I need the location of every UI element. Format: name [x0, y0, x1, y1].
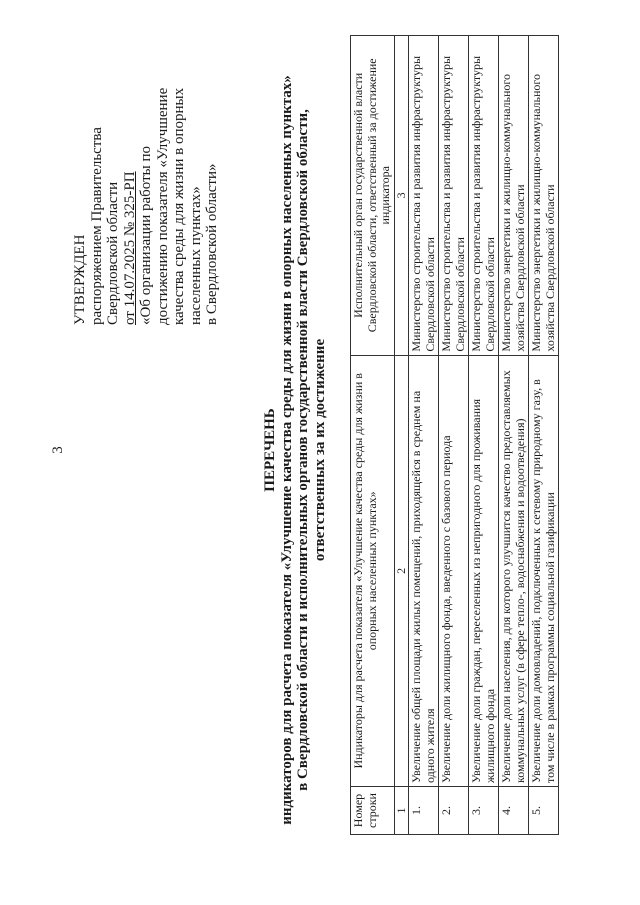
approval-line: распоряжением Правительства: [88, 127, 105, 325]
indicator-cell: Увеличение доли жилищного фонда, введенного с базового периода: [439, 355, 469, 786]
table-header-row: [351, 36, 395, 835]
row-number: 4.: [499, 787, 529, 835]
approval-line: в Свердловской области»: [204, 163, 220, 325]
table-row: [409, 36, 439, 835]
approval-line: Свердловской области: [105, 181, 121, 325]
indicator-cell: Увеличение доли населения, для которого улучшится качество предоставляемых коммунальных услуг (в сфере тепло-, водоснабжения и водоотведения): [499, 355, 529, 786]
approval-line: населенных пунктах»: [187, 186, 204, 325]
approval-line: «Об организации работы по: [138, 146, 154, 325]
column-number: 3: [394, 36, 409, 356]
agency-cell: Министерство строительства и развития инфраструктуры Свердловской области: [409, 36, 439, 356]
row-number: 1.: [409, 787, 439, 835]
table-row: [499, 36, 529, 835]
column-header-indicator: Индикаторы для расчета показателя «Улучшение качества среды для жизни в опорных населенных пунктах»: [351, 355, 395, 786]
title-line: ответственных за их достижение: [311, 338, 328, 562]
column-header-agency: Исполнительный орган государственной власти Свердловской области, ответственный за достижение индикатора: [351, 36, 395, 356]
approval-line: достижению показателя «Улучшение: [154, 87, 171, 325]
indicator-cell: Увеличение доли домовладений, подключенных к сетевому природному газу, в том числе в рамках программы социальной газификации: [529, 355, 559, 786]
row-number: 5.: [529, 787, 559, 835]
document-title: [262, 35, 328, 865]
agency-cell: Министерство строительства и развития инфраструктуры Свердловской области: [439, 36, 469, 356]
agency-cell: Министерство строительства и развития инфраструктуры Свердловской области: [469, 36, 499, 356]
column-number: 2: [394, 355, 409, 786]
title-line: индикаторов для расчета показателя «Улучшение качества среды для жизни в опорных населенных пунктах»: [278, 75, 295, 825]
table-row: [439, 36, 469, 835]
page-number: 3: [50, 446, 66, 454]
indicator-cell: Увеличение доли граждан, переселенных из непригодного для проживания жилищного фонда: [469, 355, 499, 786]
approval-line: УТВЕРЖДЕН: [72, 234, 88, 325]
column-number: 1: [394, 787, 409, 835]
indicators-table: [350, 35, 559, 835]
approval-line: качества среды для жизни в опорных: [171, 87, 187, 325]
title-heading: ПЕРЕЧЕНЬ: [262, 408, 278, 492]
column-numbers-row: [394, 36, 409, 835]
approval-date-line: от 14.07.2025 № 325-РП: [121, 171, 138, 325]
indicator-cell: Увеличение общей площади жилых помещений, приходящейся в среднем на одного жителя: [409, 355, 439, 786]
column-header-number: Номер строки: [351, 787, 395, 835]
table-row: [469, 36, 499, 835]
table-row: [529, 36, 559, 835]
agency-cell: Министерство энергетики и жилищно-коммунального хозяйства Свердловской области: [529, 36, 559, 356]
row-number: 3.: [469, 787, 499, 835]
approval-block: [72, 35, 221, 325]
title-line: в Свердловской области и исполнительных органов государственной власти Свердловской области,: [295, 109, 311, 791]
agency-cell: Министерство энергетики и жилищно-коммунального хозяйства Свердловской области: [499, 36, 529, 356]
row-number: 2.: [439, 787, 469, 835]
